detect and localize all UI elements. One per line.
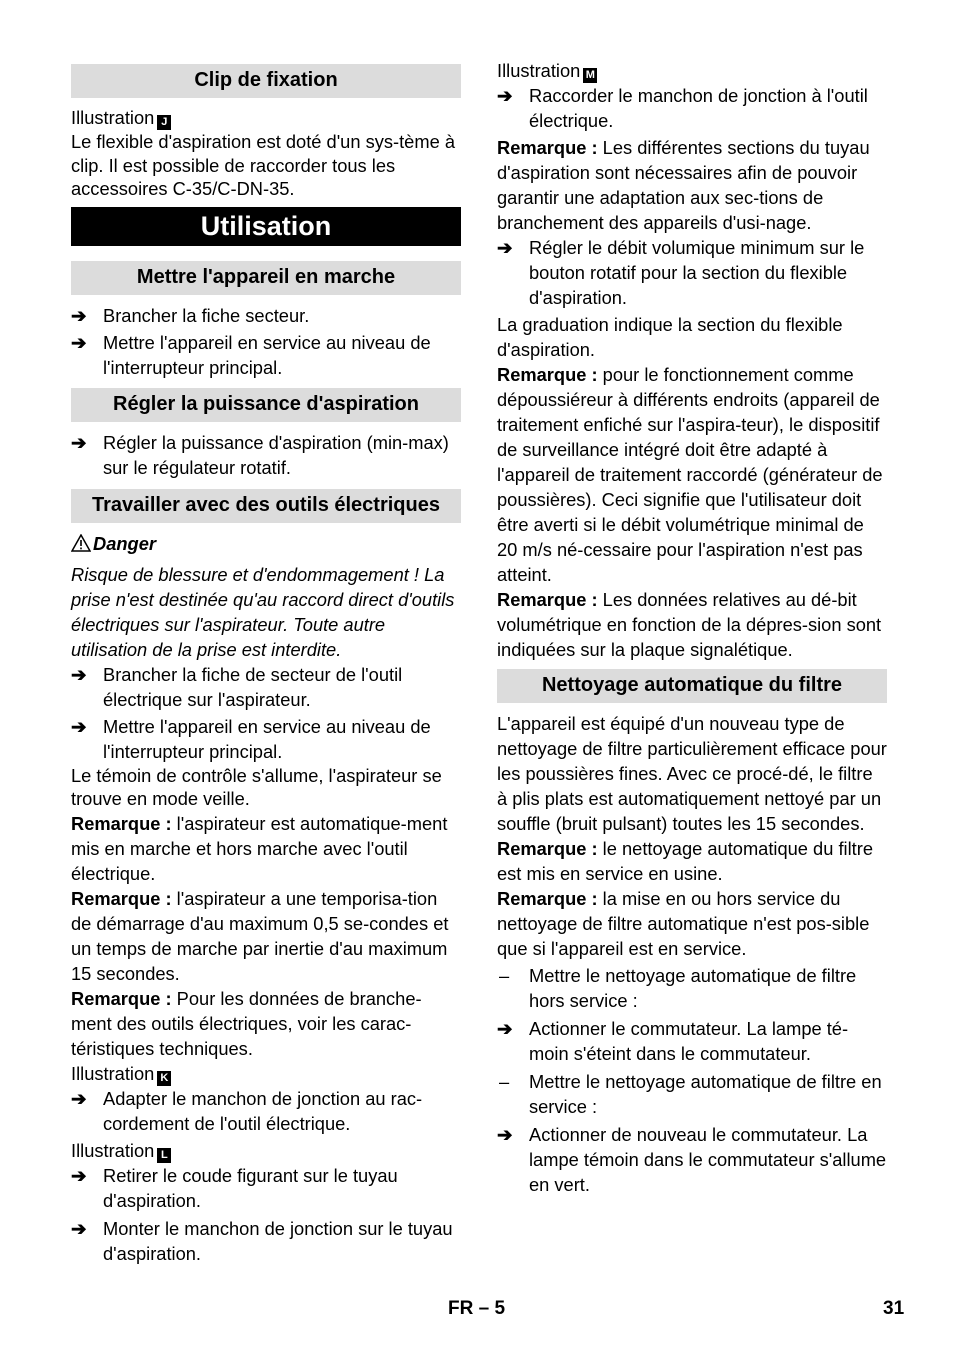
illustration-k-ref: Illustration K xyxy=(71,1061,461,1086)
marche-steps xyxy=(71,303,461,380)
illustration-letter-icon: K xyxy=(157,1071,171,1086)
remarque-sections: Remarque : Les différentes sections du tuyau d'aspiration sont nécessaires afin de pouvoir garantir une adaptation aux sec-tions de branchement des appareils d'usi-nage. xyxy=(497,137,870,233)
puissance-heading: Régler la puissance d'aspiration xyxy=(71,388,461,422)
remarque-donnees: Remarque : Les données relatives au dé-bit volumétrique en fonction de la dépres-sion sont indiquées sur la plaque signalétique. xyxy=(497,589,882,660)
step-item: ➔ Brancher la fiche secteur. xyxy=(71,304,310,326)
remarque-2: Remarque : l'aspirateur a une temporisa-tion de démarrage d'au maximum 0,5 se-condes et un temps de marche par inertie d'au maximum 15 secondes. xyxy=(71,887,449,984)
remarque-mise: Remarque : la mise en ou hors service du nettoyage de filtre automatique n'est pos-sible que si l'appareil est en service. xyxy=(497,888,870,959)
nettoyage-heading: Nettoyage automatique du filtre xyxy=(497,669,887,703)
dash-bullet: – xyxy=(499,965,510,986)
clip-heading: Clip de fixation xyxy=(71,64,461,98)
arrow-icon: ➔ xyxy=(71,331,87,353)
arrow-icon: ➔ xyxy=(71,663,87,685)
footer-section: FR – 5 xyxy=(448,1298,506,1319)
arrow-icon: ➔ xyxy=(497,237,513,258)
outils-steps xyxy=(71,662,461,764)
remarque-usine: Remarque : le nettoyage automatique du filtre est mis en service en usine. xyxy=(497,838,874,884)
step-item: ➔ Raccorder le manchon de jonction à l'outil électrique. xyxy=(497,85,868,131)
step-item: ➔ Actionner le commutateur. La lampe té-moin s'éteint dans le commutateur. xyxy=(497,1018,849,1064)
illustration-m-ref: Illustration M xyxy=(497,58,887,83)
temoin-text: Le témoin de contrôle s'allume, l'aspirateur se trouve en mode veille. xyxy=(71,764,442,809)
remarque-3: Remarque : Pour les données de branche-ment des outils électriques, voir les carac-téristiques techniques. xyxy=(71,987,422,1059)
page-number: 31 xyxy=(883,1298,905,1319)
graduation-text: La graduation indique la section du flexible d'aspiration. xyxy=(497,314,843,360)
illustration-letter-icon: J xyxy=(157,115,171,130)
clip-illustration-ref: Illustration J xyxy=(71,105,461,130)
marche-heading: Mettre l'appareil en marche xyxy=(71,261,461,295)
remarque-1: Remarque : l'aspirateur est automatique-ment mis en marche et hors marche avec l'outil électrique. xyxy=(71,812,448,884)
warning-triangle-icon xyxy=(71,533,93,558)
dash-item: – Mettre le nettoyage automatique de filtre en service : xyxy=(499,1071,882,1117)
step-item: ➔ Brancher la fiche de secteur de l'outil électrique sur l'aspirateur. xyxy=(71,663,403,710)
danger-label-line xyxy=(71,531,461,558)
step-item: ➔ Mettre l'appareil en service au niveau de l'interrupteur principal. xyxy=(71,331,431,378)
utilisation-heading: Utilisation xyxy=(71,207,461,246)
arrow-icon: ➔ xyxy=(71,304,87,326)
clip-text: Le flexible d'aspiration est doté d'un sys-tème à clip. Il est possible de raccorder tous les accessoires C-35/C-DN-35. xyxy=(71,131,455,199)
arrow-icon: ➔ xyxy=(497,1018,513,1039)
outils-heading: Travailler avec des outils électriques xyxy=(71,489,461,523)
illustration-l-ref: Illustration L xyxy=(71,1138,461,1163)
left-column xyxy=(71,58,461,1266)
illustration-letter-icon: M xyxy=(583,68,597,83)
illustration-letter-icon: L xyxy=(157,1148,171,1163)
arrow-icon: ➔ xyxy=(71,431,87,453)
right-column xyxy=(497,58,887,1197)
step-item: ➔ Monter le manchon de jonction sur le tuyau d'aspiration. xyxy=(71,1217,453,1264)
arrow-icon: ➔ xyxy=(71,715,87,737)
dash-item: – Mettre le nettoyage automatique de filtre hors service : xyxy=(499,965,857,1011)
arrow-icon: ➔ xyxy=(71,1217,87,1239)
step-item: ➔ Actionner de nouveau le commutateur. La lampe témoin dans le commutateur s'allume en vert. xyxy=(497,1124,887,1195)
step-item: ➔ Adapter le manchon de jonction au rac-cordement de l'outil électrique. xyxy=(71,1087,423,1134)
step-item: ➔ Régler la puissance d'aspiration (min-max) sur le régulateur rotatif. xyxy=(71,431,449,478)
step-item: ➔ Régler le débit volumique minimum sur le bouton rotatif pour la section du flexible d'aspiration. xyxy=(497,237,865,308)
arrow-icon: ➔ xyxy=(497,1124,513,1145)
arrow-icon: ➔ xyxy=(71,1087,87,1109)
step-item: ➔ Mettre l'appareil en service au niveau de l'interrupteur principal. xyxy=(71,715,431,762)
step-item: ➔ Retirer le coude figurant sur le tuyau d'aspiration. xyxy=(71,1164,398,1211)
remarque-depoussiereur: Remarque : pour le fonctionnement comme dépoussiéreur à différents endroits (appareil de traitement enfiché sur l'aspira-teur), le dispositif de surveillance intégré doit être adapté à l'appareil de traitement raccordé (générateur de poussières). Ceci signifie que l'utilisateur doit être averti si le débit volumétrique minimal de 20 m/s né-cessaire pour l'aspiration n'est pas atteint. xyxy=(497,364,883,585)
dash-bullet: – xyxy=(499,1071,510,1092)
puissance-steps xyxy=(71,430,461,480)
arrow-icon: ➔ xyxy=(71,1164,87,1186)
danger-label: Danger xyxy=(93,532,156,554)
arrow-icon: ➔ xyxy=(497,85,513,106)
danger-text: Risque de blessure et d'endommagement ! La prise n'est destinée qu'au raccord direct d'outils électriques sur l'aspirateur. Toute autre utilisation de la prise est interdite. xyxy=(71,563,455,660)
nettoyage-text: L'appareil est équipé d'un nouveau type de nettoyage de filtre particulièrement efficace pour les poussières fines. Avec ce procé-dé, le filtre à plis plats est automatiquement nettoyé par un souffle (bruit pulsant) toutes les 15 secondes. xyxy=(497,713,887,834)
